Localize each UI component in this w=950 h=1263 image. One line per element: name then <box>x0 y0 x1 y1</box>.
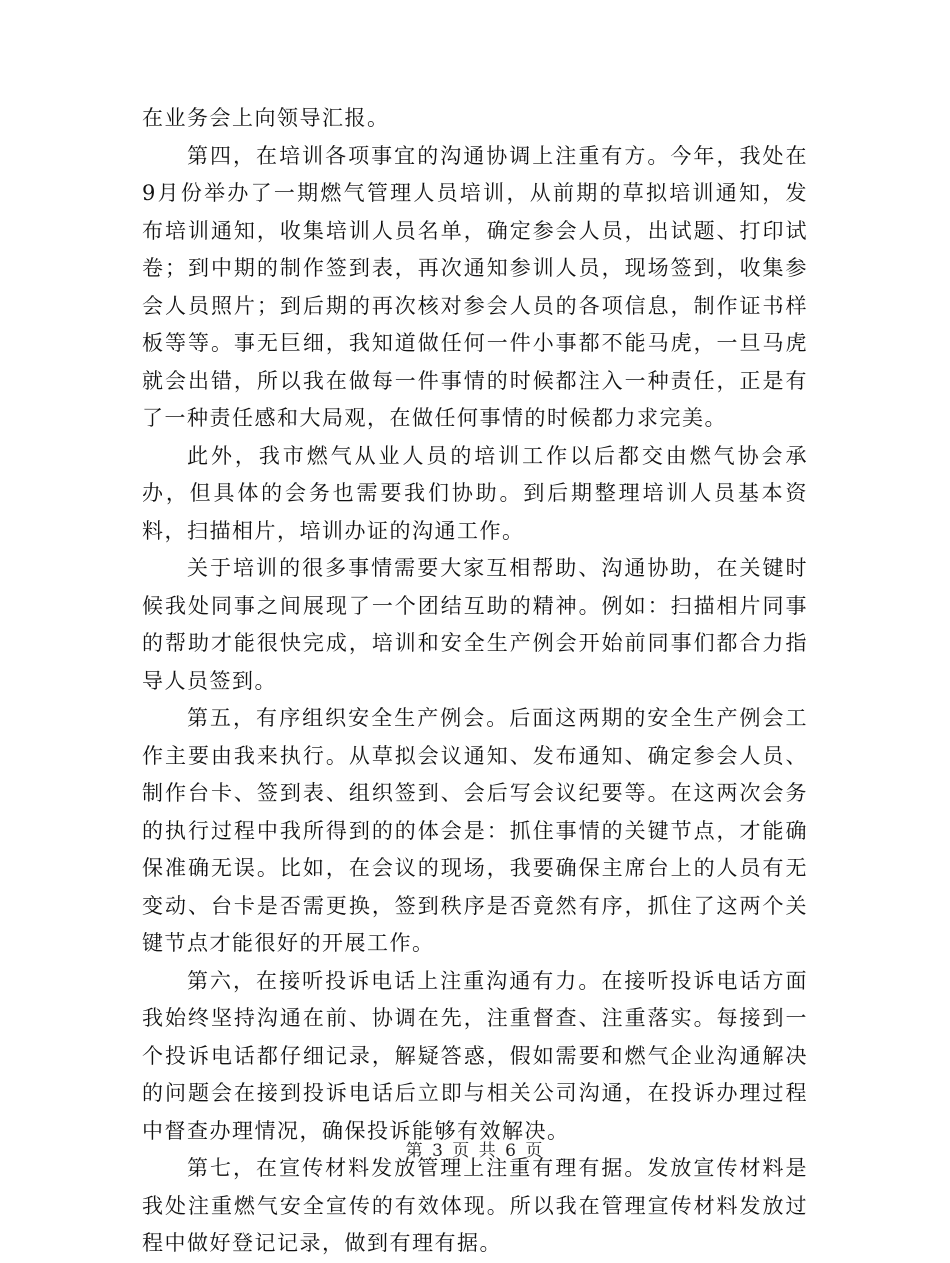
paragraph-continuation: 在业务会上向领导汇报。 <box>142 106 390 130</box>
page-number-footer: 第 3 页 共 6 页 <box>405 1141 545 1161</box>
paragraph-item-four: 第四，在培训各项事宜的沟通协调上注重有方。今年，我处在9月份举办了一期燃气管理人员培训，从前期的草拟培训通知，发布培训通知，收集培训人员名单，确定参会人员，出试题、打印试卷；到中期的制作签到表，再次通知参训人员，现场签到，收集参会人员照片；到后期的再次核对参会人员的各项信息，制作证书样板等等。事无巨细，我知道做任何一件小事都不能马虎，一旦马虎就会出错，所以我在做每一件事情的时候都注入一种责任，正是有了一种责任感和大局观，在做任何事情的时候都力求完美。 <box>142 143 808 430</box>
document-body <box>142 100 808 1263</box>
paragraph-item-seven: 第七，在宣传材料发放管理上注重有理有据。发放宣传材料是我处注重燃气安全宣传的有效体现。所以我在管理宣传材料发放过程中做好登记记录，做到有理有据。 <box>142 1156 808 1255</box>
paragraph-item-five: 第五，有序组织安全生产例会。后面这两期的安全生产例会工作主要由我来执行。从草拟会议通知、发布通知、确定参会人员、制作台卡、签到表、组织签到、会后写会议纪要等。在这两次会务的执行过程中我所得到的的体会是：抓住事情的关键节点，才能确保准确无误。比如，在会议的现场，我要确保主席台上的人员有无变动、台卡是否需更换，签到秩序是否竟然有序，抓住了这两个关键节点才能很好的开展工作。 <box>142 706 808 955</box>
paragraph-additional-note: 此外，我市燃气从业人员的培训工作以后都交由燃气协会承办，但具体的会务也需要我们协助。到后期整理培训人员基本资料，扫描相片，培训办证的沟通工作。 <box>142 443 808 543</box>
paragraph-item-six: 第六，在接听投诉电话上注重沟通有力。在接听投诉电话方面我始终坚持沟通在前、协调在先，注重督查、注重落实。每接到一个投诉电话都仔细记录，解疑答惑，假如需要和燃气企业沟通解决的问题会在接到投诉电话后立即与相关公司沟通，在投诉办理过程中督查办理情况，确保投诉能够有效解决。 <box>142 968 808 1143</box>
paragraph-teamwork: 关于培训的很多事情需要大家互相帮助、沟通协助，在关键时候我处同事之间展现了一个团结互助的精神。例如：扫描相片同事的帮助才能很快完成，培训和安全生产例会开始前同事们都合力指导人员签到。 <box>142 556 808 693</box>
